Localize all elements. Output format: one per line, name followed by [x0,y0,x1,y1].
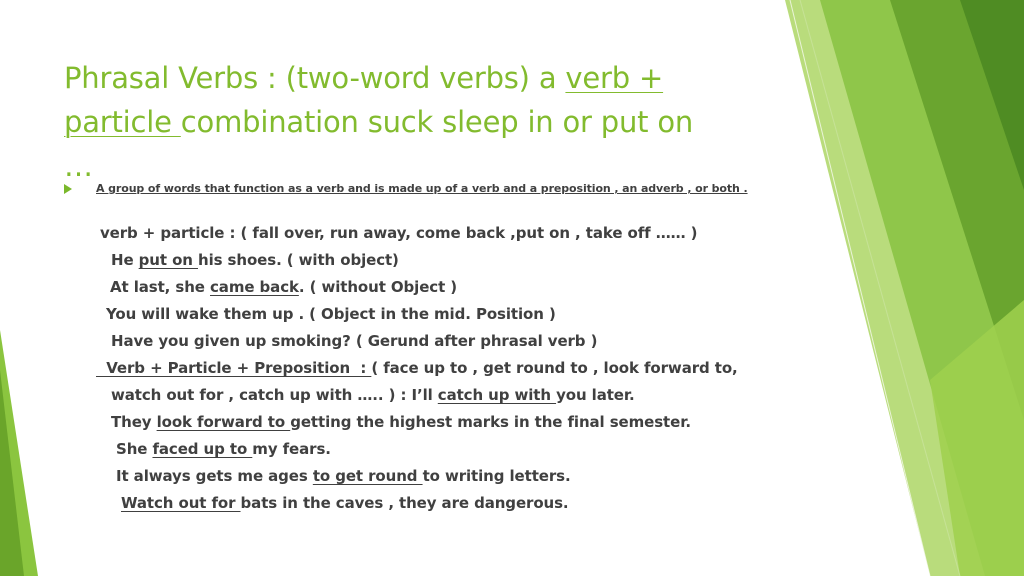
line-watch-out-for [121,494,569,512]
title-part1: Phrasal Verbs : (two-word verbs) a [64,61,566,95]
line-text: It always gets me ages [116,467,313,485]
line-text: you later. [556,386,635,404]
phrasal-verb: look forward to [156,413,291,431]
phrasal-verb: came back [210,278,299,296]
line-text: watch out for , catch up with ….. ) : I’ll [111,386,438,404]
bullet-arrow-icon [64,184,72,194]
line-given-up [111,332,597,350]
line-text: ( face up to , get round to , look forward to, [371,359,738,377]
title-ellipsis: … [64,149,93,183]
phrasal-verb: to get round [312,467,423,485]
line-faced-up [116,440,331,458]
line-verb-particle-preposition [96,359,738,377]
line-watch-out [111,386,635,404]
line-verb-particle [100,224,697,242]
line-text: getting the highest marks in the final semester. [290,413,691,431]
line-text: to writing letters. [422,467,571,485]
line-text: his shoes. ( with object) [197,251,399,269]
line-text: They [111,413,157,431]
line-text: Have you given up smoking? ( Gerund after phrasal verb ) [111,332,598,350]
line-text: You will wake them up . ( Object in the mid. Position ) [106,305,556,323]
definition-text: A group of words that function as a verb and is made up of a verb and a preposition , an adverb , or both . [96,182,748,195]
line-came-back [110,278,457,296]
line-put-on [111,251,399,269]
line-text: . ( without Object ) [298,278,458,296]
line-text: my fears. [252,440,331,458]
title-part2: combination suck sleep in or put on [180,105,694,139]
phrasal-verb: faced up to [152,440,253,458]
line-text: bats in the caves , they are dangerous. [240,494,569,512]
line-get-round [116,467,571,485]
line-text: verb + particle : ( fall over, run away, come back ,put on , take off …… ) [100,224,698,242]
line-wake-up [106,305,556,323]
phrasal-verb: catch up with [437,386,557,404]
title-particle: particle [64,105,181,139]
section-heading: Verb + Particle + Preposition : [96,359,372,377]
phrasal-verb: put on [138,251,198,269]
line-text: He [111,251,139,269]
phrasal-verb: Watch out for [121,494,241,512]
line-look-forward [111,413,691,431]
slide-title [64,56,764,188]
definition-bullet [64,182,748,195]
line-text: At last, she [110,278,210,296]
line-text: She [116,440,153,458]
title-verb-plus: verb + [565,61,664,95]
